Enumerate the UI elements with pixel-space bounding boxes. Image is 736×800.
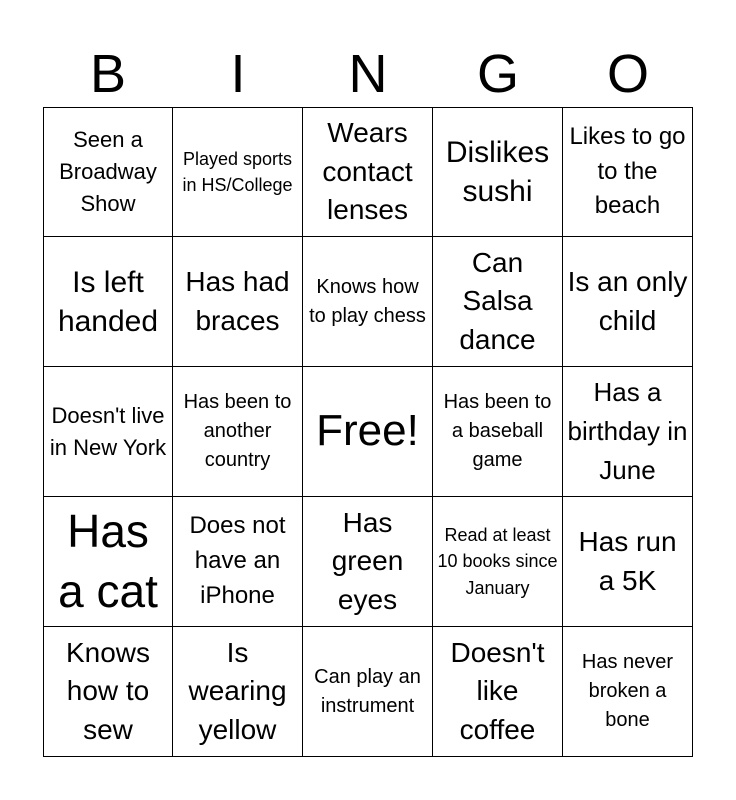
bingo-header: [43, 40, 693, 108]
cell-text: Likes to go to the beach: [569, 122, 686, 220]
bingo-cell[interactable]: [173, 367, 303, 497]
cell-text: Is an only child: [567, 265, 688, 336]
cell-text: Is wearing yellow: [188, 636, 287, 745]
bingo-cell[interactable]: [433, 237, 563, 367]
bingo-cell[interactable]: [563, 107, 693, 237]
cell-text: Has had braces: [185, 265, 290, 336]
cell-text: Played sports in HS/College: [182, 148, 293, 195]
header-letter-o: O: [606, 44, 649, 104]
bingo-cell[interactable]: [563, 497, 693, 627]
cell-text: Has been to a baseball game: [443, 391, 552, 471]
cell-text: Can play an instrument: [314, 665, 421, 717]
cell-text: Has green eyes: [331, 506, 404, 615]
bingo-cell[interactable]: [433, 367, 563, 497]
bingo-cell[interactable]: [303, 107, 433, 237]
bingo-cell[interactable]: [43, 627, 173, 757]
bingo-cell[interactable]: [43, 237, 173, 367]
cell-text: Is left handed: [57, 265, 159, 338]
bingo-cell[interactable]: [433, 497, 563, 627]
bingo-cell[interactable]: [43, 497, 173, 627]
bingo-cell[interactable]: [43, 367, 173, 497]
cell-text: Has been to another country: [183, 391, 292, 471]
bingo-cell[interactable]: [303, 627, 433, 757]
free-space-cell[interactable]: [303, 367, 433, 497]
cell-text: Seen a Broadway Show: [59, 127, 157, 216]
bingo-cell[interactable]: [173, 627, 303, 757]
bingo-cell[interactable]: [563, 237, 693, 367]
cell-text: Has never broken a bone: [581, 651, 674, 731]
cell-text: Has a cat: [58, 504, 158, 617]
cell-text: Has run a 5K: [578, 525, 677, 596]
header-letter-n: N: [348, 44, 388, 104]
bingo-cell[interactable]: [303, 497, 433, 627]
cell-text: Dislikes sushi: [445, 136, 550, 208]
bingo-cell[interactable]: [563, 627, 693, 757]
cell-text: Does not have an iPhone: [189, 512, 286, 609]
header-letter-b: B: [89, 44, 127, 104]
cell-text: Wears contact lenses: [322, 117, 413, 226]
bingo-cell[interactable]: [433, 627, 563, 757]
cell-text: Has a birthday in June: [567, 377, 688, 485]
bingo-cell[interactable]: [433, 107, 563, 237]
bingo-cell[interactable]: [43, 107, 173, 237]
bingo-cell[interactable]: [563, 367, 693, 497]
bingo-cell[interactable]: [173, 497, 303, 627]
cell-text: Read at least 10 books since January: [437, 525, 558, 598]
header-letter-g: G: [476, 44, 519, 104]
free-space-text: Free!: [316, 406, 419, 456]
cell-text: Can Salsa dance: [459, 246, 536, 355]
bingo-cell[interactable]: [173, 237, 303, 367]
bingo-board: [43, 107, 693, 757]
cell-text: Knows how to play chess: [309, 275, 426, 327]
cell-text: Knows how to sew: [65, 636, 151, 745]
cell-text: Doesn't like coffee: [450, 636, 545, 745]
bingo-cell[interactable]: [303, 237, 433, 367]
bingo-cell[interactable]: [173, 107, 303, 237]
header-letter-i: I: [230, 44, 246, 104]
cell-text: Doesn't live in New York: [49, 402, 167, 460]
